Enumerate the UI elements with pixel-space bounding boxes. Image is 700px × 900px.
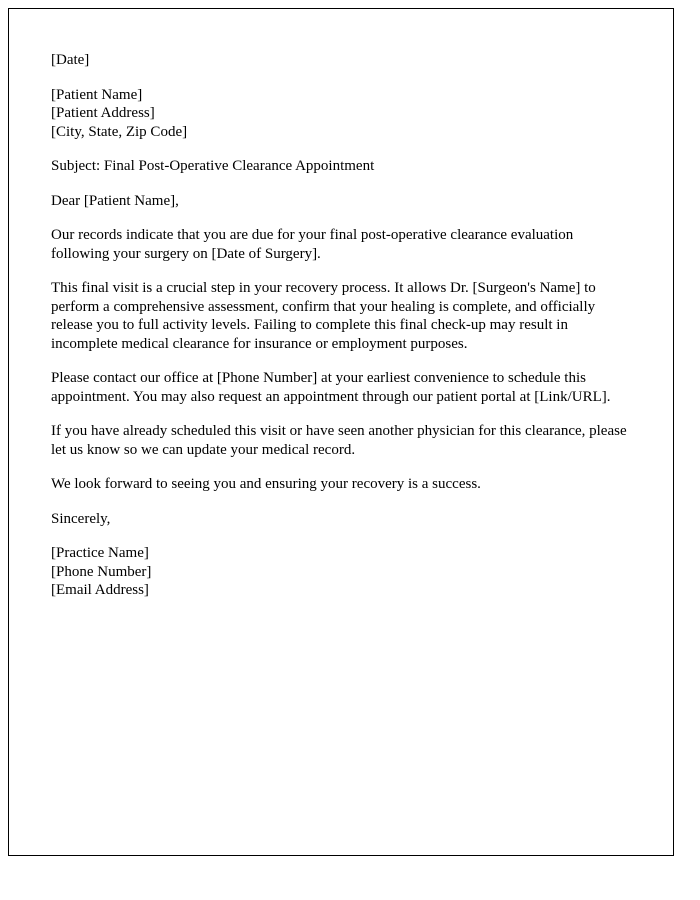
recipient-name: [Patient Name] (51, 86, 143, 103)
recipient-city-state-zip: [City, State, Zip Code] (51, 123, 188, 140)
signature-practice-name: [Practice Name] (51, 545, 149, 561)
signature-email: [Email Address] (51, 582, 149, 598)
body-paragraph-5: We look forward to seeing you and ensuring your recovery is a success. (51, 476, 481, 492)
date-line: [Date] (51, 52, 90, 68)
signature-phone: [Phone Number] (51, 563, 152, 580)
body-paragraph-1: Our records indicate that you are due for your final post-operative clearance evaluation following your surgery on [Date of Surgery]. (51, 227, 574, 262)
closing-line: Sincerely, (51, 510, 111, 527)
recipient-address: [Patient Address] (51, 105, 155, 121)
signature-block (51, 544, 631, 600)
body-paragraph-4: If you have already scheduled this visit or have seen another physician for this clearance, please let us know so we can update your medical record. (51, 423, 627, 458)
subject-line: Subject: Final Post-Operative Clearance Appointment (51, 158, 375, 174)
recipient-block (51, 86, 631, 142)
letter-page (8, 8, 674, 856)
body-paragraph-2: This final visit is a crucial step in your recovery process. It allows Dr. [Surgeon's Name] to perform a comprehensive assessment, confirm that your healing is complete, and officially release you to full activity levels. Failing to complete this final check-up may result in incomplete medical clearance for insurance or employment purposes. (51, 280, 596, 352)
body-paragraph-3: Please contact our office at [Phone Number] at your earliest convenience to schedule this appointment. You may also request an appointment through our patient portal at [Link/URL]. (51, 370, 611, 405)
salutation: Dear [Patient Name], (51, 192, 179, 209)
letter-content (9, 9, 673, 600)
